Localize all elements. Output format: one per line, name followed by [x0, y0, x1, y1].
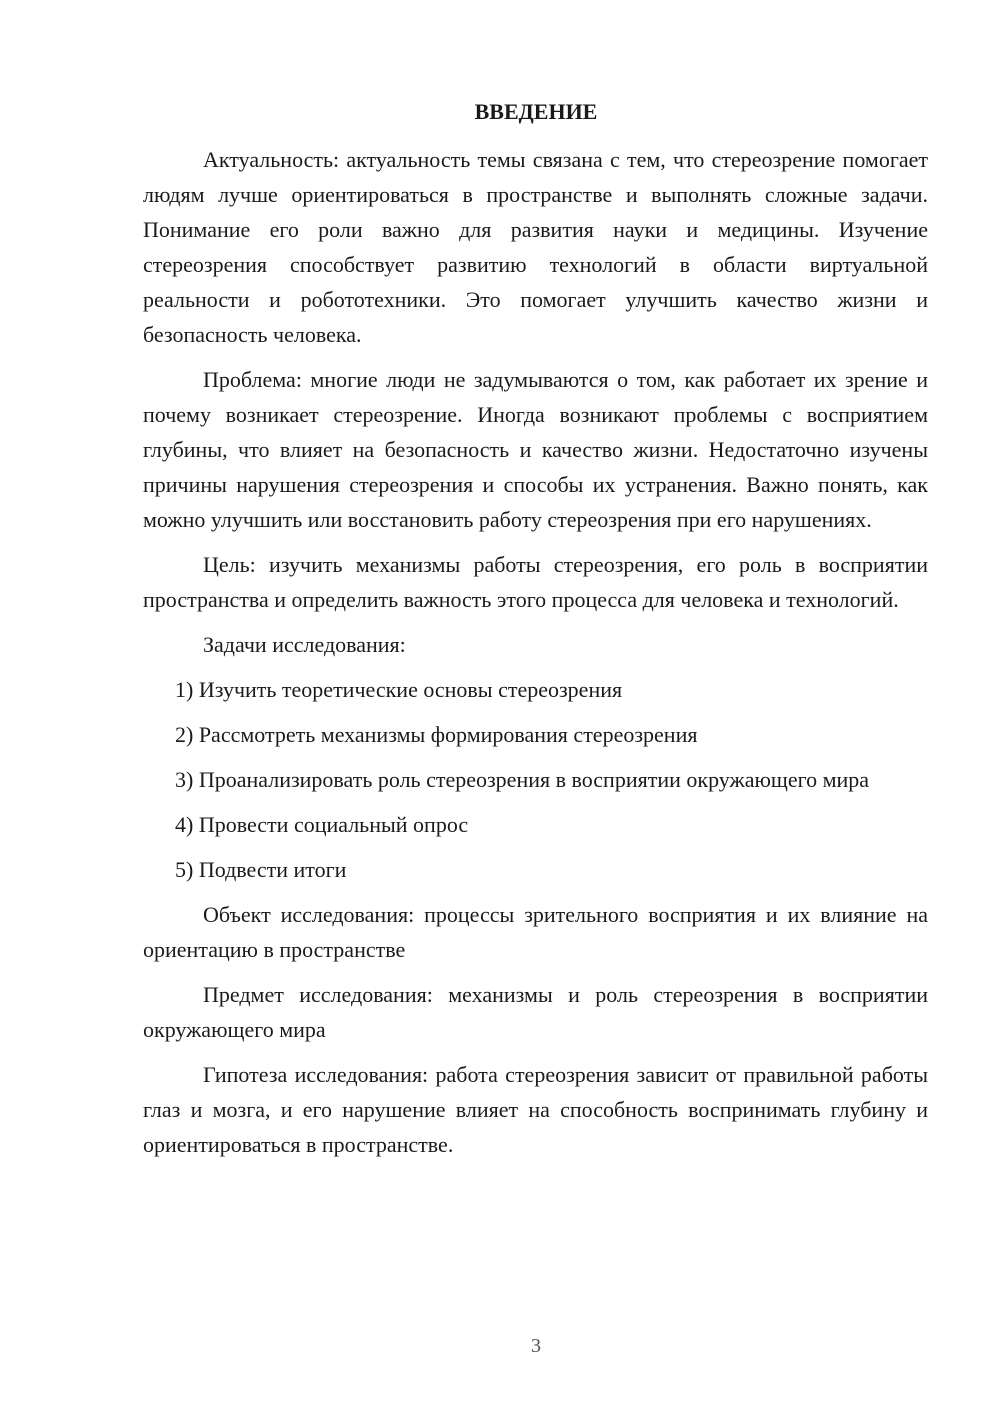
paragraph-relevance: Актуальность: актуальность темы связана с тем, что стереозрение помогает людям лучше ориентироваться в пространстве и выполнять сложные задачи. Понимание его роли важно для развития науки и медицины. Изучение стереозрения способствует развитию технологий в области виртуальной реальности и робототехники. Это помогает улучшить качество жизни и безопасность человека.: [143, 147, 928, 347]
paragraph-subject: Предмет исследования: механизмы и роль стереозрения в восприятии окружающего мира: [143, 982, 928, 1042]
task-item-2: 2) Рассмотреть механизмы формирования стереозрения: [175, 722, 698, 747]
task-item-5: 5) Подвести итоги: [175, 857, 347, 882]
paragraph-goal: Цель: изучить механизмы работы стереозрения, его роль в восприятии пространства и определить важность этого процесса для человека и технологий.: [143, 552, 928, 612]
task-item-1: 1) Изучить теоретические основы стереозрения: [175, 677, 623, 702]
paragraph-tasks-heading: Задачи исследования:: [203, 632, 406, 657]
page-title: ВВЕДЕНИЕ: [474, 99, 598, 124]
task-item-3: 3) Проанализировать роль стереозрения в восприятии окружающего мира: [175, 767, 870, 792]
page-number: 3: [531, 1335, 541, 1357]
paragraph-hypothesis: Гипотеза исследования: работа стереозрения зависит от правильной работы глаз и мозга, и его нарушение влияет на способность воспринимать глубину и ориентироваться в пространстве.: [143, 1062, 928, 1157]
paragraph-problem: Проблема: многие люди не задумываются о том, как работает их зрение и почему возникает стереозрение. Иногда возникают проблемы с восприятием глубины, что влияет на безопасность и качество жизни. Недостаточно изучены причины нарушения стереозрения и способы их устранения. Важно понять, как можно улучшить или восстановить работу стереозрения при его нарушениях.: [143, 367, 928, 532]
task-item-4: 4) Провести социальный опрос: [175, 812, 469, 837]
document-body: [143, 142, 928, 1172]
paragraph-object: Объект исследования: процессы зрительного восприятия и их влияние на ориентацию в пространстве: [143, 902, 928, 962]
